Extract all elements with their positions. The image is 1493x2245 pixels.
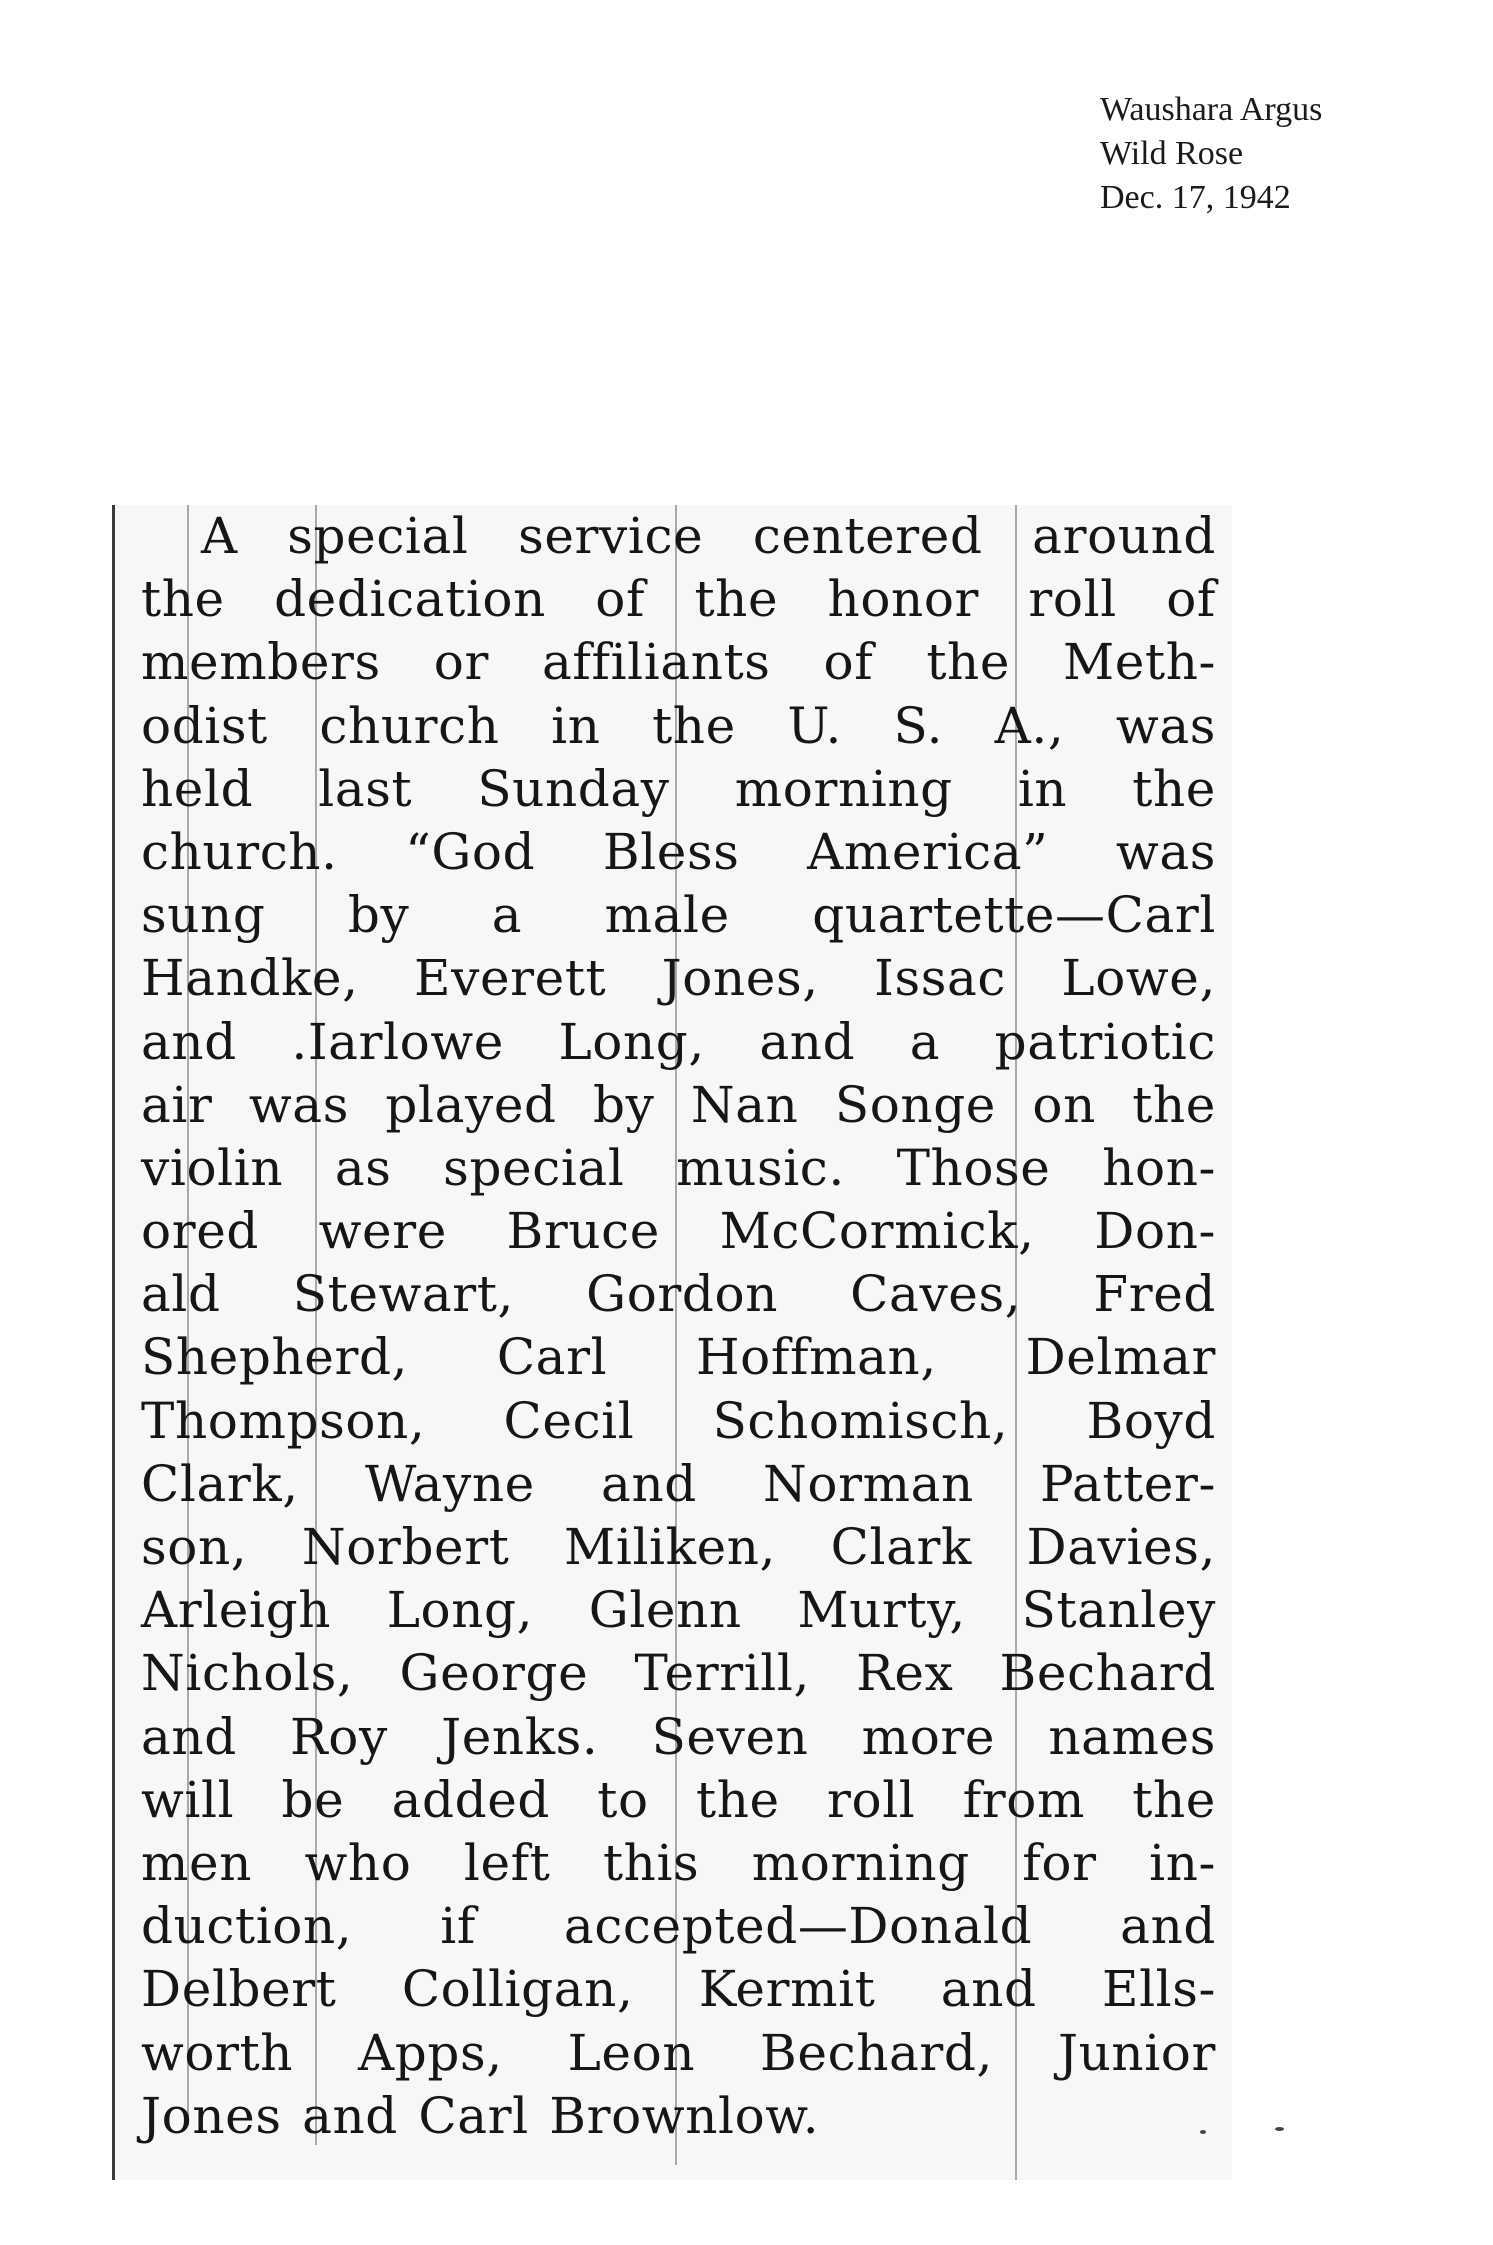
ink-speck (1200, 2130, 1206, 2134)
ink-speck (1275, 2127, 1284, 2131)
article-line: and Roy Jenks. Seven more names (141, 1707, 1216, 1766)
article-line: sung by a male quartette—Carl (141, 886, 1216, 945)
article-line: members or affiliants of the Meth- (141, 633, 1216, 692)
article-line: violin as special music. Those hon- (141, 1138, 1216, 1197)
article-line: Thompson, Cecil Schomisch, Boyd (141, 1391, 1216, 1450)
article-line: the dedication of the honor roll of (141, 570, 1216, 629)
article-line: held last Sunday morning in the (141, 759, 1216, 818)
article-line: and .Iarlowe Long, and a patriotic (141, 1012, 1216, 1071)
article-line: Shepherd, Carl Hoffman, Delmar (141, 1328, 1216, 1387)
article-line: ored were Bruce McCormick, Don- (141, 1202, 1216, 1261)
publication-date: Dec. 17, 1942 (1100, 179, 1291, 216)
article-line: duction, if accepted—Donald and (141, 1897, 1216, 1956)
article-line: air was played by Nan Songe on the (141, 1075, 1216, 1134)
article-line: Jones and Carl Brownlow. (141, 2086, 820, 2145)
article-line: Handke, Everett Jones, Issac Lowe, (141, 949, 1216, 1008)
article-line: Nichols, George Terrill, Rex Bechard (141, 1644, 1216, 1703)
article-line: A special service centered around (201, 507, 1216, 565)
article-line: ald Stewart, Gordon Caves, Fred (141, 1265, 1216, 1324)
newspaper-clipping (112, 505, 1232, 2180)
article-body (141, 505, 1216, 2148)
article-line: will be added to the roll from the (141, 1770, 1216, 1829)
source-citation (1100, 88, 1460, 220)
article-line: church. “God Bless America” was (141, 822, 1216, 881)
article-line: odist church in the U. S. A., was (141, 696, 1216, 755)
article-line: worth Apps, Leon Bechard, Junior (141, 2023, 1216, 2082)
article-line: Delbert Colligan, Kermit and Ells- (141, 1960, 1216, 2019)
publication-town: Wild Rose (1100, 135, 1244, 172)
article-line: son, Norbert Miliken, Clark Davies, (141, 1518, 1216, 1576)
article-line: men who left this morning for in- (141, 1833, 1216, 1892)
article-line: Clark, Wayne and Norman Patter- (141, 1454, 1216, 1513)
article-line: Arleigh Long, Glenn Murty, Stanley (141, 1581, 1216, 1640)
publication-name: Waushara Argus (1100, 91, 1323, 128)
